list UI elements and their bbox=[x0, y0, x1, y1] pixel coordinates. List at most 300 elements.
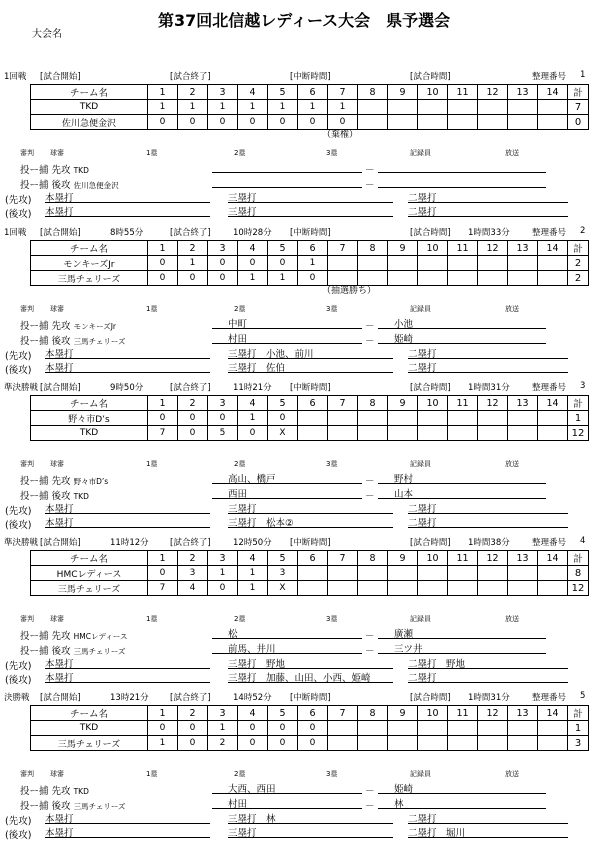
inning-score bbox=[448, 100, 478, 115]
inning-header: 3 bbox=[208, 85, 238, 100]
duration-label: [試合時間] bbox=[410, 72, 451, 82]
broadcast-label: 放送 bbox=[505, 770, 519, 778]
inning-header: 2 bbox=[178, 706, 208, 721]
dash: － bbox=[365, 646, 375, 657]
round-label: 決勝戦 bbox=[4, 693, 30, 703]
inning-score: 3 bbox=[268, 566, 298, 581]
first-homerun: 本塁打 bbox=[45, 501, 210, 514]
inning-score bbox=[298, 411, 328, 426]
game-block bbox=[0, 381, 600, 531]
inning-header: 14 bbox=[538, 85, 568, 100]
duration-label: [試合時間] bbox=[410, 538, 451, 548]
inning-score bbox=[358, 736, 388, 751]
inning-header: 14 bbox=[538, 396, 568, 411]
inning-score bbox=[328, 736, 358, 751]
second-double: 二塁打 bbox=[408, 360, 568, 373]
catcher-first: 廣瀬 bbox=[378, 626, 546, 639]
inning-header: 11 bbox=[448, 241, 478, 256]
team-total: 2 bbox=[568, 256, 589, 271]
round-label: 準決勝戦 bbox=[4, 383, 39, 393]
team-total: 1 bbox=[568, 721, 589, 736]
inning-score: 1 bbox=[208, 566, 238, 581]
inning-score bbox=[508, 100, 538, 115]
recorder-label: 記録員 bbox=[410, 460, 431, 468]
inning-header: 8 bbox=[358, 706, 388, 721]
second-attack-label: (後攻) bbox=[5, 209, 32, 220]
inning-score bbox=[508, 115, 538, 130]
inning-score: 0 bbox=[238, 115, 268, 130]
inning-score bbox=[478, 581, 508, 596]
inning-score bbox=[358, 115, 388, 130]
duration-time: 1時間33分 bbox=[468, 228, 510, 238]
catcher-first bbox=[378, 160, 546, 173]
pitcher-second bbox=[212, 175, 362, 188]
inning-score bbox=[388, 256, 418, 271]
scoreboard bbox=[30, 240, 589, 286]
inning-header: 1 bbox=[148, 241, 178, 256]
inning-score: 2 bbox=[208, 736, 238, 751]
inning-header: 12 bbox=[478, 85, 508, 100]
first-double: 二塁打 野地 bbox=[408, 656, 568, 669]
inning-header: 11 bbox=[448, 551, 478, 566]
team-row bbox=[31, 426, 589, 441]
inning-score bbox=[358, 411, 388, 426]
inning-score bbox=[538, 115, 568, 130]
team-row bbox=[31, 256, 589, 271]
inning-header: 10 bbox=[418, 551, 448, 566]
inning-score bbox=[538, 271, 568, 286]
chief-umpire-label: 球審 bbox=[50, 149, 64, 157]
inning-score bbox=[508, 581, 538, 596]
broadcast-label: 放送 bbox=[505, 615, 519, 623]
recorder-label: 記録員 bbox=[410, 770, 431, 778]
first-base-umpire-label: 1塁 bbox=[146, 460, 158, 468]
inning-score bbox=[478, 271, 508, 286]
dash: － bbox=[365, 180, 375, 191]
team-name: TKD bbox=[31, 100, 148, 115]
total-header: 計 bbox=[568, 551, 589, 566]
inning-header: 8 bbox=[358, 241, 388, 256]
inning-header: 1 bbox=[148, 396, 178, 411]
inning-score: 0 bbox=[148, 566, 178, 581]
inning-score: 0 bbox=[238, 256, 268, 271]
team-row bbox=[31, 566, 589, 581]
round-label: 準決勝戦 bbox=[4, 538, 39, 548]
team-row bbox=[31, 721, 589, 736]
inning-score: 1 bbox=[178, 100, 208, 115]
inning-header: 1 bbox=[148, 85, 178, 100]
inning-header: 12 bbox=[478, 706, 508, 721]
battery-line-second: 投ー捕 後攻 三馬チェリーズ bbox=[20, 801, 126, 812]
inning-score bbox=[538, 736, 568, 751]
second-base-umpire-label: 2塁 bbox=[234, 460, 246, 468]
inning-score bbox=[418, 115, 448, 130]
end-label: [試合終了] bbox=[170, 72, 211, 82]
inning-score: 0 bbox=[298, 736, 328, 751]
inning-header: 4 bbox=[238, 85, 268, 100]
inning-score bbox=[298, 581, 328, 596]
first-homerun: 本塁打 bbox=[45, 811, 210, 824]
inning-score bbox=[508, 721, 538, 736]
team-total: 7 bbox=[568, 100, 589, 115]
first-homerun: 本塁打 bbox=[45, 346, 210, 359]
second-double: 二塁打 bbox=[408, 515, 568, 528]
team-name: TKD bbox=[31, 721, 148, 736]
team-name-header: チーム名 bbox=[31, 551, 148, 566]
inning-header: 5 bbox=[268, 241, 298, 256]
team-row bbox=[31, 100, 589, 115]
pitcher-first bbox=[212, 160, 362, 173]
first-attack-label: (先攻) bbox=[5, 661, 32, 672]
inning-score bbox=[328, 566, 358, 581]
end-label: [試合終了] bbox=[170, 383, 211, 393]
inning-header: 3 bbox=[208, 551, 238, 566]
first-base-umpire-label: 1塁 bbox=[146, 615, 158, 623]
inning-score bbox=[538, 566, 568, 581]
inning-header: 13 bbox=[508, 706, 538, 721]
pitcher-first: 中町 bbox=[212, 316, 362, 329]
team-row bbox=[31, 581, 589, 596]
inning-score bbox=[388, 566, 418, 581]
inning-header: 6 bbox=[298, 396, 328, 411]
inning-score: 1 bbox=[238, 411, 268, 426]
total-header: 計 bbox=[568, 396, 589, 411]
team-name-header: チーム名 bbox=[31, 241, 148, 256]
second-triple: 三塁打 松本② bbox=[228, 515, 393, 528]
inning-score: 5 bbox=[208, 426, 238, 441]
inning-header: 9 bbox=[388, 551, 418, 566]
inning-header: 4 bbox=[238, 396, 268, 411]
scoreboard-header-row bbox=[31, 241, 589, 256]
inning-score: 0 bbox=[208, 271, 238, 286]
battery-line-first: 投ー捕 先攻 HMCレディース bbox=[20, 631, 128, 642]
first-base-umpire-label: 1塁 bbox=[146, 305, 158, 313]
interrupt-label: [中断時間] bbox=[290, 228, 331, 238]
pitcher-first: 大西、西田 bbox=[212, 781, 362, 794]
inning-header: 8 bbox=[358, 396, 388, 411]
catcher-second bbox=[378, 175, 546, 188]
tournament-name-label: 大会名 bbox=[32, 29, 62, 40]
catcher-first: 小池 bbox=[378, 316, 546, 329]
team-row bbox=[31, 736, 589, 751]
inning-score: 0 bbox=[238, 426, 268, 441]
game-block bbox=[0, 70, 600, 220]
third-base-umpire-label: 3塁 bbox=[326, 149, 338, 157]
first-triple: 三塁打 bbox=[228, 190, 393, 203]
inning-header: 6 bbox=[298, 706, 328, 721]
first-double: 二塁打 bbox=[408, 346, 568, 359]
inning-header: 5 bbox=[268, 551, 298, 566]
inning-score bbox=[448, 411, 478, 426]
result-note: （抽選勝ち） bbox=[322, 286, 377, 296]
broadcast-label: 放送 bbox=[505, 305, 519, 313]
inning-score: X bbox=[268, 581, 298, 596]
game-block bbox=[0, 691, 600, 841]
inning-score bbox=[418, 100, 448, 115]
battery-line-first: 投ー捕 先攻 野々市D’s bbox=[20, 476, 109, 487]
start-time: 13時21分 bbox=[110, 693, 149, 703]
first-triple: 三塁打 小池、前川 bbox=[228, 346, 393, 359]
dash: － bbox=[365, 801, 375, 812]
dash: － bbox=[365, 321, 375, 332]
inning-header: 10 bbox=[418, 706, 448, 721]
pitcher-second: 村田 bbox=[212, 331, 362, 344]
second-homerun: 本塁打 bbox=[45, 515, 210, 528]
page-title: 第37回北信越レディース大会 県予選会 bbox=[158, 11, 451, 30]
game-header bbox=[0, 691, 600, 702]
inning-score bbox=[328, 721, 358, 736]
inning-score: 3 bbox=[178, 566, 208, 581]
recorder-label: 記録員 bbox=[410, 305, 431, 313]
inning-score bbox=[448, 581, 478, 596]
game-header bbox=[0, 226, 600, 237]
inning-score: 1 bbox=[238, 100, 268, 115]
second-triple: 三塁打 bbox=[228, 204, 393, 217]
battery-line-first: 投ー捕 先攻 TKD bbox=[20, 165, 89, 176]
inning-header: 4 bbox=[238, 241, 268, 256]
inning-header: 6 bbox=[298, 241, 328, 256]
second-double: 二塁打 bbox=[408, 204, 568, 217]
catcher-first: 姫崎 bbox=[378, 781, 546, 794]
inning-header: 5 bbox=[268, 706, 298, 721]
inning-score: 1 bbox=[178, 256, 208, 271]
inning-header: 14 bbox=[538, 241, 568, 256]
inning-score bbox=[388, 721, 418, 736]
inning-score bbox=[418, 256, 448, 271]
total-header: 計 bbox=[568, 241, 589, 256]
inning-score: 1 bbox=[148, 100, 178, 115]
inning-score bbox=[538, 721, 568, 736]
scoreboard bbox=[30, 395, 589, 441]
team-total: 3 bbox=[568, 736, 589, 751]
first-attack-label: (先攻) bbox=[5, 506, 32, 517]
inning-score: 1 bbox=[268, 100, 298, 115]
catcher-second: 山本 bbox=[378, 486, 546, 499]
inning-score: 0 bbox=[268, 256, 298, 271]
inning-header: 10 bbox=[418, 85, 448, 100]
third-base-umpire-label: 3塁 bbox=[326, 770, 338, 778]
inning-header: 8 bbox=[358, 551, 388, 566]
inning-header: 10 bbox=[418, 396, 448, 411]
inning-score bbox=[508, 566, 538, 581]
second-homerun: 本塁打 bbox=[45, 825, 210, 838]
inning-score: 0 bbox=[268, 736, 298, 751]
inning-score: 1 bbox=[148, 736, 178, 751]
inning-score bbox=[478, 736, 508, 751]
second-homerun: 本塁打 bbox=[45, 670, 210, 683]
inning-header: 13 bbox=[508, 241, 538, 256]
inning-score: 0 bbox=[298, 271, 328, 286]
inning-header: 6 bbox=[298, 551, 328, 566]
inning-header: 2 bbox=[178, 85, 208, 100]
inning-score: 1 bbox=[268, 271, 298, 286]
umpire-label: 審判 bbox=[20, 770, 34, 778]
team-row bbox=[31, 411, 589, 426]
inning-score bbox=[328, 426, 358, 441]
battery-line-first: 投ー捕 先攻 モンキーズJr bbox=[20, 321, 117, 332]
end-label: [試合終了] bbox=[170, 693, 211, 703]
inning-score bbox=[538, 411, 568, 426]
inning-score bbox=[328, 256, 358, 271]
second-base-umpire-label: 2塁 bbox=[234, 149, 246, 157]
battery-line-second: 投ー捕 後攻 佐川急便金沢 bbox=[20, 180, 119, 191]
inning-header: 12 bbox=[478, 241, 508, 256]
interrupt-label: [中断時間] bbox=[290, 72, 331, 82]
first-homerun: 本塁打 bbox=[45, 656, 210, 669]
inning-score: 0 bbox=[178, 271, 208, 286]
team-total: 1 bbox=[568, 411, 589, 426]
duration-time: 1時間31分 bbox=[468, 693, 510, 703]
inning-header: 3 bbox=[208, 706, 238, 721]
second-homerun: 本塁打 bbox=[45, 360, 210, 373]
dash: － bbox=[365, 476, 375, 487]
game-number: 3 bbox=[580, 381, 586, 391]
team-name: 三馬チェリーズ bbox=[31, 271, 148, 286]
inning-header: 3 bbox=[208, 241, 238, 256]
second-triple: 三塁打 佐伯 bbox=[228, 360, 393, 373]
inning-score: 0 bbox=[148, 256, 178, 271]
inning-score bbox=[448, 426, 478, 441]
chief-umpire-label: 球審 bbox=[50, 615, 64, 623]
scoreboard-header-row bbox=[31, 551, 589, 566]
inning-score: 0 bbox=[238, 736, 268, 751]
first-triple: 三塁打 野地 bbox=[228, 656, 393, 669]
inning-score: 0 bbox=[208, 256, 238, 271]
seiri-label: 整理番号 bbox=[532, 693, 567, 703]
pitcher-second: 前馬、井川 bbox=[212, 641, 362, 654]
total-header: 計 bbox=[568, 85, 589, 100]
inning-score bbox=[298, 426, 328, 441]
inning-header: 7 bbox=[328, 551, 358, 566]
umpire-label: 審判 bbox=[20, 305, 34, 313]
inning-score bbox=[388, 100, 418, 115]
inning-score bbox=[538, 426, 568, 441]
second-triple: 三塁打 加藤、山田、小西、姫崎 bbox=[228, 670, 393, 683]
team-name: モンキーズJr bbox=[31, 256, 148, 271]
inning-score bbox=[388, 271, 418, 286]
game-block bbox=[0, 536, 600, 686]
inning-score bbox=[328, 411, 358, 426]
inning-score: 7 bbox=[148, 426, 178, 441]
inning-score bbox=[478, 100, 508, 115]
start-time: 11時12分 bbox=[110, 538, 149, 548]
inning-score: 0 bbox=[208, 115, 238, 130]
inning-header: 14 bbox=[538, 706, 568, 721]
umpire-label: 審判 bbox=[20, 149, 34, 157]
chief-umpire-label: 球審 bbox=[50, 460, 64, 468]
inning-score bbox=[448, 721, 478, 736]
team-total: 8 bbox=[568, 566, 589, 581]
round-label: 1回戦 bbox=[4, 228, 27, 238]
second-base-umpire-label: 2塁 bbox=[234, 305, 246, 313]
game-number: 4 bbox=[580, 536, 586, 546]
inning-score: 1 bbox=[298, 100, 328, 115]
inning-score bbox=[358, 256, 388, 271]
inning-header: 13 bbox=[508, 396, 538, 411]
team-name: HMCレディース bbox=[31, 566, 148, 581]
start-label: [試合開始] bbox=[40, 72, 81, 82]
team-name: 佐川急便金沢 bbox=[31, 115, 148, 130]
inning-score bbox=[298, 566, 328, 581]
end-time: 11時21分 bbox=[233, 383, 272, 393]
inning-score: 1 bbox=[298, 256, 328, 271]
pitcher-first: 高山、橋戸 bbox=[212, 471, 362, 484]
second-homerun: 本塁打 bbox=[45, 204, 210, 217]
inning-score: 0 bbox=[178, 426, 208, 441]
interrupt-label: [中断時間] bbox=[290, 383, 331, 393]
inning-score bbox=[478, 721, 508, 736]
inning-header: 9 bbox=[388, 706, 418, 721]
inning-score bbox=[538, 256, 568, 271]
inning-score bbox=[388, 736, 418, 751]
team-row bbox=[31, 115, 589, 130]
start-label: [試合開始] bbox=[40, 383, 81, 393]
duration-label: [試合時間] bbox=[410, 383, 451, 393]
duration-time: 1時間31分 bbox=[468, 383, 510, 393]
inning-header: 9 bbox=[388, 85, 418, 100]
dash: － bbox=[365, 336, 375, 347]
inning-score bbox=[418, 271, 448, 286]
game-number: 2 bbox=[580, 226, 586, 236]
dash: － bbox=[365, 165, 375, 176]
first-double: 二塁打 bbox=[408, 501, 568, 514]
seiri-label: 整理番号 bbox=[532, 538, 567, 548]
inning-score bbox=[478, 256, 508, 271]
inning-score bbox=[358, 426, 388, 441]
end-time: 14時52分 bbox=[233, 693, 272, 703]
dash: － bbox=[365, 631, 375, 642]
end-label: [試合終了] bbox=[170, 228, 211, 238]
first-attack-label: (先攻) bbox=[5, 351, 32, 362]
scoreboard-header-row bbox=[31, 85, 589, 100]
scoreboard-header-row bbox=[31, 396, 589, 411]
team-name: TKD bbox=[31, 426, 148, 441]
inning-score: 1 bbox=[238, 581, 268, 596]
inning-header: 4 bbox=[238, 551, 268, 566]
end-time: 12時50分 bbox=[233, 538, 272, 548]
seiri-label: 整理番号 bbox=[532, 228, 567, 238]
team-total: 12 bbox=[568, 581, 589, 596]
inning-score bbox=[388, 411, 418, 426]
battery-line-first: 投ー捕 先攻 TKD bbox=[20, 786, 89, 797]
inning-header: 9 bbox=[388, 241, 418, 256]
inning-score bbox=[358, 721, 388, 736]
inning-header: 11 bbox=[448, 706, 478, 721]
second-triple: 三塁打 bbox=[228, 825, 393, 838]
scoreboard bbox=[30, 550, 589, 596]
inning-header: 7 bbox=[328, 396, 358, 411]
pitcher-first: 松 bbox=[212, 626, 362, 639]
inning-score: 1 bbox=[328, 100, 358, 115]
team-name-header: チーム名 bbox=[31, 706, 148, 721]
game-number: 5 bbox=[580, 691, 586, 701]
inning-header: 13 bbox=[508, 85, 538, 100]
inning-header: 7 bbox=[328, 85, 358, 100]
inning-header: 8 bbox=[358, 85, 388, 100]
inning-score bbox=[538, 100, 568, 115]
start-label: [試合開始] bbox=[40, 538, 81, 548]
inning-header: 11 bbox=[448, 396, 478, 411]
inning-score bbox=[448, 566, 478, 581]
inning-score: 0 bbox=[148, 721, 178, 736]
inning-score bbox=[358, 581, 388, 596]
start-label: [試合開始] bbox=[40, 228, 81, 238]
inning-score: 0 bbox=[178, 721, 208, 736]
inning-header: 6 bbox=[298, 85, 328, 100]
inning-score: 0 bbox=[178, 736, 208, 751]
inning-header: 12 bbox=[478, 551, 508, 566]
inning-score bbox=[328, 581, 358, 596]
